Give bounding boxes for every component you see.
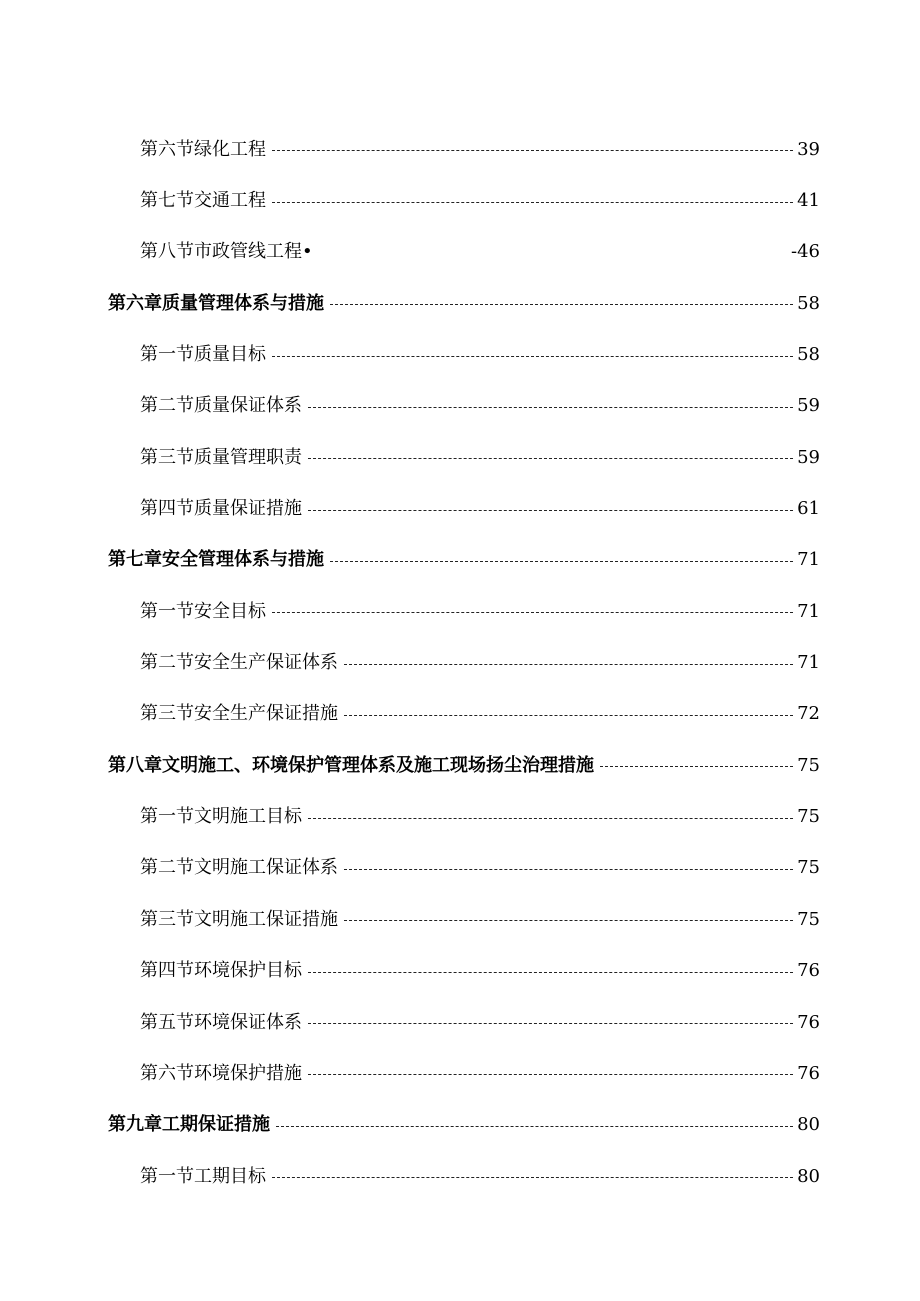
toc-page-number: 75 [797, 857, 820, 879]
toc-page-number: 75 [797, 908, 820, 930]
toc-dot-leader [272, 356, 793, 357]
toc-dot-leader [600, 766, 793, 767]
toc-entry-title: 第一节安全目标 [140, 600, 266, 622]
toc-chapter-entry[interactable] [0, 1100, 920, 1151]
toc-section-entry[interactable] [0, 483, 920, 534]
toc-dot-leader [308, 510, 793, 511]
toc-dot-leader [344, 715, 793, 716]
toc-dot-leader [344, 664, 793, 665]
toc-entry-title: 第二节安全生产保证体系 [140, 652, 338, 674]
toc-page-number: 76 [797, 1011, 820, 1033]
toc-page-number: 59 [797, 446, 820, 468]
toc-entry-title: 第五节环境保证体系 [140, 1011, 302, 1033]
toc-dot-leader [330, 561, 793, 562]
toc-entry-title: 第三节安全生产保证措施 [140, 703, 338, 725]
toc-section-entry[interactable] [0, 124, 920, 175]
toc-section-entry[interactable] [0, 791, 920, 842]
toc-dot-leader [272, 202, 793, 203]
toc-chapter-entry[interactable] [0, 535, 920, 586]
toc-dot-leader [276, 1126, 793, 1127]
toc-entry-title: 第七节交通工程 [140, 190, 266, 212]
toc-page-number: 76 [797, 960, 820, 982]
toc-section-entry[interactable] [0, 637, 920, 688]
toc-dot-leader [272, 612, 793, 613]
toc-section-entry[interactable] [0, 1048, 920, 1099]
toc-dot-leader [308, 972, 793, 973]
toc-page-number: 71 [797, 549, 820, 571]
toc-page-number: 75 [797, 806, 820, 828]
toc-dot-leader [308, 1023, 793, 1024]
toc-chapter-entry[interactable] [0, 278, 920, 329]
toc-entry-title: 第四节质量保证措施 [140, 498, 302, 520]
toc-section-entry[interactable] [0, 946, 920, 997]
toc-page-number: 72 [797, 703, 820, 725]
toc-dot-leader [272, 150, 793, 151]
toc-entry-title: 第四节环境保护目标 [140, 960, 302, 982]
toc-dot-leader [344, 869, 793, 870]
toc-section-entry[interactable] [0, 432, 920, 483]
toc-section-entry[interactable] [0, 894, 920, 945]
toc-page-number: -46 [791, 241, 820, 263]
toc-entry-title: 第六节环境保护措施 [140, 1062, 302, 1084]
toc-entry-title: 第一节质量目标 [140, 344, 266, 366]
toc-page-number: 58 [797, 344, 820, 366]
toc-dot-leader [308, 1074, 793, 1075]
toc-entry-title: 第二节文明施工保证体系 [140, 857, 338, 879]
toc-section-entry[interactable] [0, 843, 920, 894]
toc-dot-leader [344, 920, 793, 921]
toc-page-number: 75 [797, 754, 820, 776]
toc-page-number: 76 [797, 1062, 820, 1084]
toc-entry-title: 第一节文明施工目标 [140, 806, 302, 828]
toc-section-entry[interactable] [0, 175, 920, 226]
toc-entry-title: 第九章工期保证措施 [108, 1114, 270, 1136]
toc-entry-title: 第六章质量管理体系与措施 [108, 292, 324, 314]
toc-page-number: 58 [797, 292, 820, 314]
table-of-contents [0, 124, 920, 1202]
toc-page-number: 39 [797, 138, 820, 160]
toc-entry-title: 第八章文明施工、环境保护管理体系及施工现场扬尘治理措施 [108, 754, 594, 776]
toc-section-entry[interactable] [0, 997, 920, 1048]
toc-section-entry[interactable] [0, 227, 920, 278]
toc-entry-title: 第三节质量管理职责 [140, 446, 302, 468]
toc-entry-title: 第三节文明施工保证措施 [140, 908, 338, 930]
toc-section-entry[interactable] [0, 1151, 920, 1202]
toc-chapter-entry[interactable] [0, 740, 920, 791]
toc-dot-leader [308, 407, 793, 408]
toc-page-number: 80 [797, 1165, 820, 1187]
toc-entry-title: 第二节质量保证体系 [140, 395, 302, 417]
toc-page-number: 80 [797, 1114, 820, 1136]
toc-dot-leader [308, 458, 793, 459]
toc-page-number: 61 [797, 498, 820, 520]
toc-entry-title: 第七章安全管理体系与措施 [108, 549, 324, 571]
toc-section-entry[interactable] [0, 381, 920, 432]
toc-page-number: 71 [797, 600, 820, 622]
toc-entry-title: 第一节工期目标 [140, 1165, 266, 1187]
toc-dot-leader [308, 818, 793, 819]
toc-section-entry[interactable] [0, 689, 920, 740]
toc-page-number: 59 [797, 395, 820, 417]
toc-entry-title: 第八节市政管线工程• [140, 241, 313, 263]
toc-entry-title: 第六节绿化工程 [140, 138, 266, 160]
toc-dot-leader [272, 1177, 793, 1178]
toc-page-number: 41 [797, 190, 820, 212]
toc-section-entry[interactable] [0, 329, 920, 380]
toc-dot-leader [330, 304, 793, 305]
toc-section-entry[interactable] [0, 586, 920, 637]
toc-page-number: 71 [797, 652, 820, 674]
